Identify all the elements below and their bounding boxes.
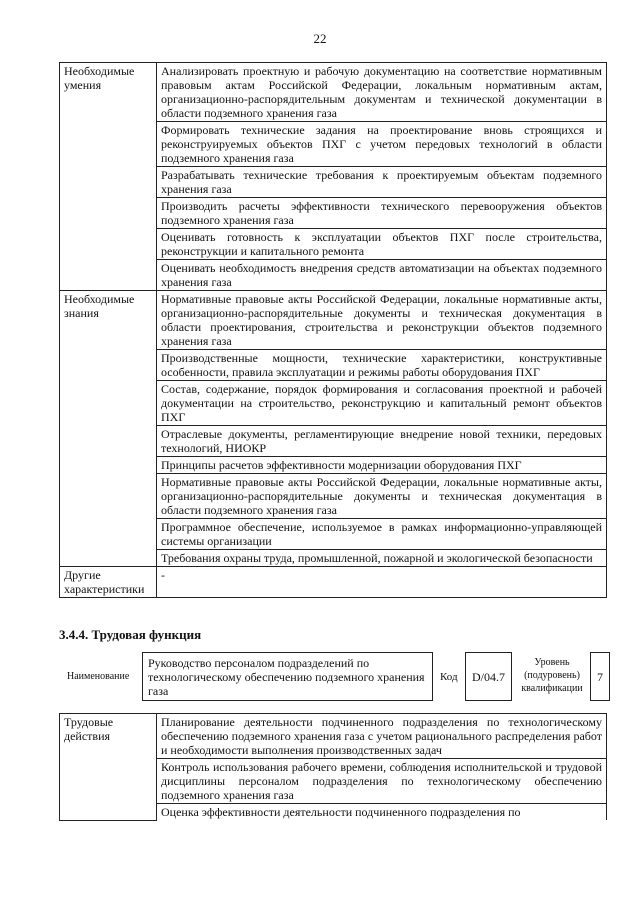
knowledge-item: Состав, содержание, порядок формирования и согласования проектной и рабочей документации на строительство, реконструкцию и капитальный ремонт объектов ПХГ bbox=[157, 381, 607, 426]
action-item: Планирование деятельности подчиненного подразделения по технологическому обеспечению подземного хранения газа с учетом рационального распределения работ и необходимости выполнения производственных задач bbox=[157, 714, 607, 759]
knowledge-item: Принципы расчетов эффективности модернизации оборудования ПХГ bbox=[157, 457, 607, 474]
level-label: Уровень (подуровень) квалификации bbox=[521, 657, 583, 694]
knowledge-item: Нормативные правовые акты Российской Федерации, локальные нормативные акты, организационно-распорядительные документы и техническая документация в области проектирования, строительства и реконструкции объектов подземного хранения газа bbox=[157, 291, 607, 350]
skill-item: Разрабатывать технические требования к проектируемым объектам подземного хранения газа bbox=[157, 167, 607, 198]
knowledge-item: Программное обеспечение, используемое в рамках информационно-управляющей системы организации bbox=[157, 519, 607, 550]
actions-label: Трудовые действия bbox=[60, 714, 157, 821]
skill-item: Анализировать проектную и рабочую документацию на соответствие нормативным правовым актам Российской Федерации, локальным нормативным актам, организационно-распорядительным документам и технической документации в области подземного хранения газа bbox=[157, 63, 607, 122]
table-row bbox=[60, 714, 607, 759]
labor-actions-table bbox=[59, 713, 607, 821]
skills-label: Необходимые умения bbox=[60, 63, 157, 291]
function-code: D/04.7 bbox=[465, 652, 512, 701]
skill-item: Оценивать необходимость внедрения средств автоматизации на объектах подземного хранения газа bbox=[157, 260, 607, 291]
name-label: Наименование bbox=[67, 671, 130, 682]
skill-item: Оценивать готовность к эксплуатации объектов ПХГ после строительства, реконструкции и капитального ремонта bbox=[157, 229, 607, 260]
function-name: Руководство персоналом подразделений по технологическому обеспечению подземного хранения газа bbox=[142, 652, 433, 701]
other-value: - bbox=[157, 567, 607, 598]
knowledge-item: Требования охраны труда, промышленной, пожарной и экологической безопасности bbox=[157, 550, 607, 567]
action-item: Контроль использования рабочего времени, соблюдения исполнительской и трудовой дисциплины персоналом подразделения по технологическому обеспечению подземного хранения газа bbox=[157, 759, 607, 804]
action-item: Оценка эффективности деятельности подчиненного подразделения по bbox=[157, 804, 607, 821]
skills-knowledge-table bbox=[59, 62, 607, 598]
other-label: Другие характеристики bbox=[60, 567, 157, 598]
page-number: 22 bbox=[313, 31, 327, 46]
section-title: 3.4.4. Трудовая функция bbox=[59, 627, 202, 642]
table-row bbox=[60, 567, 607, 598]
knowledge-item: Отраслевые документы, регламентирующие внедрение новой техники, передовых технологий, НИОКР bbox=[157, 426, 607, 457]
code-label: Код bbox=[440, 671, 458, 683]
function-header bbox=[59, 651, 614, 703]
knowledge-label: Необходимые знания bbox=[60, 291, 157, 567]
table-row bbox=[60, 291, 607, 350]
skill-item: Производить расчеты эффективности технического перевооружения объектов подземного хранения газа bbox=[157, 198, 607, 229]
knowledge-item: Нормативные правовые акты Российской Федерации, локальные нормативные акты, организационно-распорядительные документы и техническая документация в области подземного хранения газа bbox=[157, 474, 607, 519]
knowledge-item: Производственные мощности, технические характеристики, конструктивные особенности, правила эксплуатации и режимы работы оборудования ПХГ bbox=[157, 350, 607, 381]
qualification-level: 7 bbox=[590, 652, 610, 701]
table-row bbox=[60, 63, 607, 122]
skill-item: Формировать технические задания на проектирование вновь строящихся и реконструируемых объектов ПХГ с учетом передовых технологий в области подземного хранения газа bbox=[157, 122, 607, 167]
